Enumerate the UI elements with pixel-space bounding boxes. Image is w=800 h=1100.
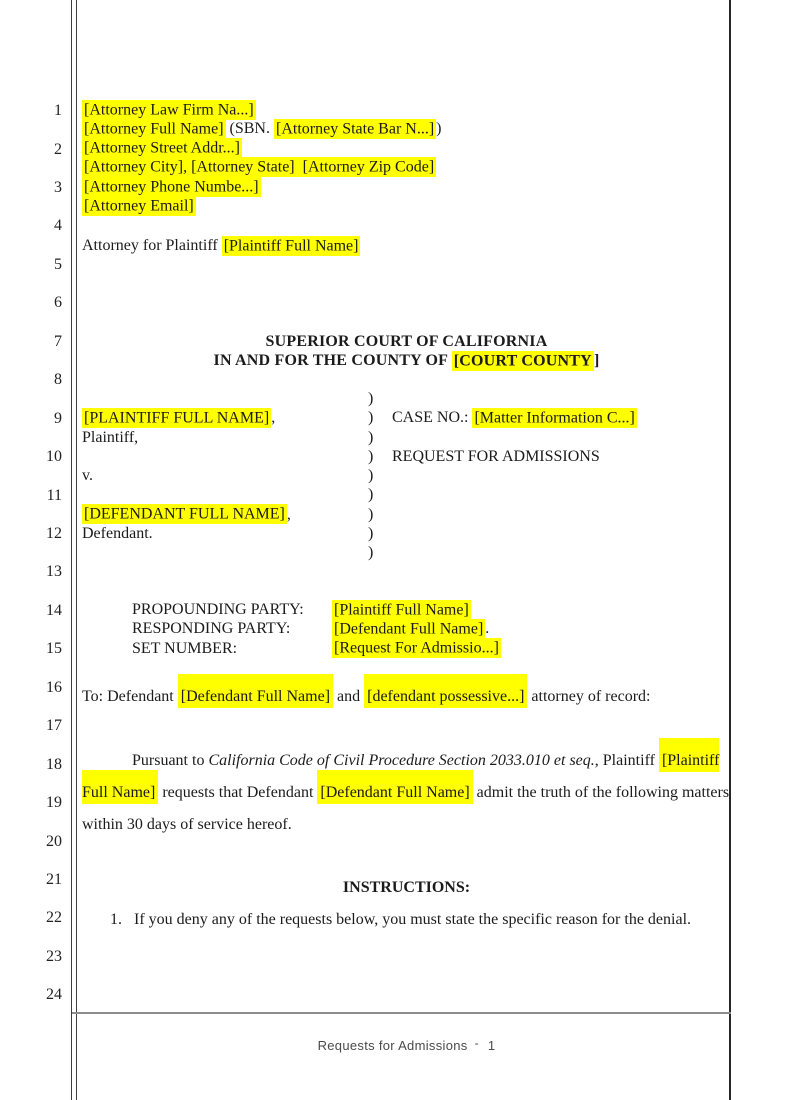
attorney-address-field[interactable]: [Attorney Street Addr...] (84, 139, 240, 157)
caption-paren: ) (368, 428, 374, 446)
paragraph-plaintiff-field[interactable]: [Plaintiff Full Name] (82, 738, 719, 804)
line-number: 2 (54, 141, 62, 158)
footer-rule (72, 1012, 731, 1014)
left-double-rule-inner (71, 0, 72, 1100)
line-number: 18 (46, 756, 62, 773)
propounding-field[interactable]: [Plaintiff Full Name] (334, 601, 469, 618)
attorney-name-field[interactable]: [Attorney Full Name] (84, 120, 224, 138)
attorney-email-line (82, 196, 442, 215)
sbn-prefix-text: (SBN. (225, 120, 274, 138)
case-no-field[interactable]: [Matter Information C...] (474, 409, 635, 427)
propounding-value (332, 600, 471, 619)
attorney-phone-line (82, 177, 442, 196)
case-caption (82, 389, 731, 563)
caption-paren: ) (368, 467, 374, 485)
line-number: 16 (46, 679, 62, 696)
instruction-item-text: If you deny any of the requests below, you must state the specific reason for the denial. (134, 911, 692, 928)
to-suffix-text: attorney of record: (527, 688, 651, 705)
caption-paren: ) (368, 409, 374, 427)
footer-title: Requests for Admissions (317, 1038, 468, 1053)
caption-row (82, 466, 731, 485)
court-title (82, 332, 731, 371)
county-close-bracket: ] (593, 352, 600, 370)
to-possessive-field[interactable]: [defendant possessive...] (364, 674, 527, 708)
propounding-label: PROPOUNDING PARTY: (132, 601, 304, 618)
case-no-label: CASE NO.: (392, 409, 473, 427)
court-county-field[interactable]: [COURT COUNTY (453, 352, 592, 370)
responding-field[interactable]: [Defendant Full Name] (334, 620, 484, 638)
paragraph-defendant-field[interactable]: [Defendant Full Name] (317, 770, 472, 804)
line-number: 3 (54, 179, 62, 196)
set-number-label: SET NUMBER: (132, 639, 238, 657)
responding-value (332, 619, 489, 638)
caption-row (82, 389, 731, 408)
attorney-phone-field[interactable]: [Attorney Phone Numbe...] (84, 178, 259, 196)
attorney-city-state-zip-field[interactable]: [Attorney City], [Attorney State] [Attorney Zip Code] (84, 158, 435, 176)
caption-right-cell (392, 485, 731, 504)
page-footer (82, 1036, 731, 1053)
footer-dash: - (474, 1036, 479, 1050)
propounding-row (132, 600, 501, 619)
line-number: 15 (46, 640, 62, 657)
caption-plaintiff-field[interactable]: [PLAINTIFF FULL NAME] (84, 409, 270, 427)
to-prefix-text: To: Defendant (82, 688, 178, 705)
caption-right-cell (392, 505, 731, 524)
caption-row (82, 428, 731, 447)
line-number: 4 (54, 217, 62, 234)
plaintiff-name-field[interactable]: [Plaintiff Full Name] (223, 237, 359, 254)
line-number: 13 (46, 563, 62, 580)
line-number: 8 (54, 371, 62, 388)
court-title-line1: SUPERIOR COURT OF CALIFORNIA (265, 333, 548, 350)
line-number: 22 (46, 909, 62, 926)
caption-right-cell (392, 466, 731, 485)
caption-left-cell (82, 447, 368, 466)
caption-paren: ) (368, 447, 374, 465)
line-number: 7 (54, 333, 62, 350)
pursuant-paragraph (82, 745, 734, 842)
instruction-item-1 (110, 910, 730, 929)
to-line (82, 687, 650, 706)
attorney-address-line (82, 139, 442, 158)
line-number: 5 (54, 256, 62, 273)
set-number-field[interactable]: [Request For Admissio...] (334, 639, 499, 657)
pursuant-text-2: , Plaintiff (594, 752, 659, 769)
versus-text: v. (82, 467, 93, 485)
responding-label: RESPONDING PARTY: (132, 620, 291, 638)
caption-left-cell (82, 543, 368, 562)
left-double-rule-outer (76, 0, 77, 1100)
set-number-row (132, 639, 501, 658)
line-number: 17 (46, 717, 62, 734)
line-number: 1 (54, 102, 62, 119)
attorney-city-line (82, 158, 442, 177)
caption-paren: ) (368, 525, 374, 543)
attorney-bar-field[interactable]: [Attorney State Bar N...] (275, 120, 435, 138)
caption-row (82, 447, 731, 466)
defendant-comma: , (286, 505, 291, 523)
instruction-item-number: 1. (110, 911, 122, 928)
county-prefix-text: IN AND FOR THE COUNTY OF (213, 352, 452, 370)
plaintiff-comma: , (271, 409, 276, 427)
caption-left-cell (82, 389, 368, 408)
caption-defendant-field[interactable]: [DEFENDANT FULL NAME] (84, 505, 285, 523)
caption-paren: ) (368, 486, 374, 504)
caption-right-cell (392, 524, 731, 543)
line-number: 9 (54, 410, 62, 427)
to-defendant-field[interactable]: [Defendant Full Name] (178, 674, 333, 708)
caption-paren: ) (368, 390, 374, 407)
line-number: 6 (54, 294, 62, 311)
line-number: 12 (46, 525, 62, 542)
caption-left-cell (82, 505, 368, 524)
caption-right-cell (392, 543, 731, 562)
caption-right-cell (392, 428, 731, 447)
caption-row (82, 408, 731, 427)
footer-page-number: 1 (487, 1038, 496, 1053)
instructions-heading: INSTRUCTIONS: (342, 879, 471, 896)
attorney-for-text: Attorney for Plaintiff (82, 237, 222, 254)
code-citation-italic: California Code of Civil Procedure Section 2033.010 et seq. (208, 752, 595, 769)
caption-left-cell (82, 485, 368, 504)
responding-row (132, 619, 501, 638)
line-number: 14 (46, 602, 62, 619)
caption-row (82, 505, 731, 524)
document-title: REQUEST FOR ADMISSIONS (392, 447, 600, 465)
line-number: 20 (46, 833, 62, 850)
caption-row (82, 524, 731, 543)
caption-row (82, 543, 731, 562)
pursuant-text-1: Pursuant to (132, 752, 209, 769)
pursuant-text-4: admit the truth of the following matters within 30 days of service hereof. (82, 784, 730, 834)
attorney-name-line (82, 119, 442, 138)
case-no-line (392, 408, 731, 427)
attorney-firm-line (82, 100, 442, 119)
plaintiff-designation: Plaintiff, (82, 428, 139, 446)
caption-row (82, 485, 731, 504)
caption-paren: ) (368, 544, 374, 562)
line-number: 19 (46, 794, 62, 811)
defendant-designation: Defendant. (82, 525, 153, 543)
line-number: 24 (46, 986, 62, 1003)
line-number: 23 (46, 948, 62, 965)
to-and-text: and (333, 688, 365, 705)
attorney-for-line (82, 236, 360, 255)
line-number: 21 (46, 871, 62, 888)
responding-suffix: . (485, 620, 490, 638)
line-number: 11 (46, 487, 62, 504)
line-number: 10 (46, 448, 62, 465)
caption-paren: ) (368, 505, 374, 523)
caption-right-cell (392, 389, 731, 408)
attorney-block (82, 100, 442, 216)
parties-block (132, 600, 501, 658)
court-title-line2 (82, 351, 731, 370)
caption-left-cell (82, 408, 368, 427)
attorney-email-field[interactable]: [Attorney Email] (84, 197, 194, 215)
attorney-firm-field[interactable]: [Attorney Law Firm Na...] (84, 101, 254, 118)
pursuant-text-3: requests that Defendant (158, 784, 318, 802)
set-number-value (332, 639, 501, 658)
sbn-suffix-text: ) (436, 120, 442, 138)
